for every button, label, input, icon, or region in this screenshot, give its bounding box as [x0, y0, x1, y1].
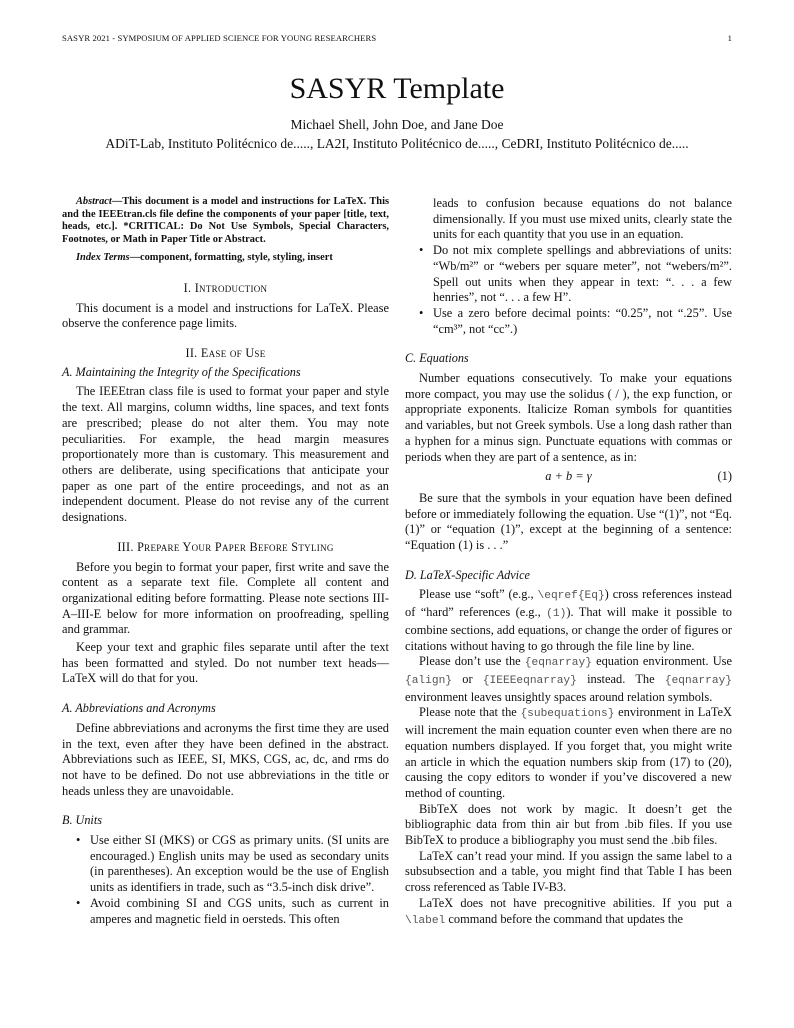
paragraph: Number equations consecutively. To make your equations more compact, you may use the solidus ( / ), the exp function, or appropriate exponents. Italicize Roman symbols for quantities and variables, but not Greek symbols. Use a long dash rather than a hyphen for a minus sign. Punctuate equations with commas or periods when they are part of a sentence, as in: [405, 371, 732, 464]
subsection-heading: A. Maintaining the Integrity of the Specifications [62, 364, 301, 379]
section-heading-prepare: III. Prepare Your Paper Before Styling [117, 539, 334, 554]
code-snippet: {align} [405, 674, 452, 687]
units-list-continued [405, 243, 732, 337]
abstract [62, 196, 389, 246]
code-snippet: \label [405, 914, 446, 927]
list-item: • Do not mix complete spellings and abbreviations of units: “Wb/m²” or “webers per square meter”, not “webers/m²”. Spell out units when they appear in text: “. . . a few henries”, not “. . . a few H”. [433, 243, 732, 306]
text-run: equation environment. Use [591, 654, 733, 669]
left-column [62, 196, 389, 927]
paragraph [405, 705, 732, 801]
authors: Michael Shell, John Doe, and Jane Doe [290, 117, 504, 132]
paragraph [405, 654, 732, 705]
running-header-text: SASYR 2021 - SYMPOSIUM OF APPLIED SCIENCE FOR YOUNG RESEARCHERS [62, 33, 377, 43]
list-item: • Use a zero before decimal points: “0.25”, not “.25”. Use “cm³”, not “cc”.) [433, 306, 732, 337]
text-run: ). That will make it possible to combine sections, add equations, or change the order of figures or citations without having to go through the file line by line. [405, 605, 732, 653]
code-snippet: {eqnarray} [524, 657, 592, 670]
paragraph: BibTeX does not work by magic. It doesn’t get the bibliographic data from thin air but from .bib files. If you use BibTeX to produce a bibliography you must send the .bib files. [405, 801, 732, 848]
subsection-heading: D. LaTeX-Specific Advice [405, 567, 530, 582]
index-terms-text: —component, formatting, style, styling, insert [129, 252, 333, 264]
subsection-heading: C. Equations [405, 351, 469, 366]
equation [405, 469, 732, 485]
affiliations: ADiT-Lab, Instituto Politécnico de....., LA2I, Instituto Politécnico de....., CeDRI, Instituto Politécnico de..... [105, 136, 689, 151]
text-run: ) cross references instead of “hard” references (e.g., [405, 587, 732, 620]
paragraph: This document is a model and instructions for LaTeX. Please observe the conference page limits. [62, 300, 389, 331]
units-list [62, 833, 389, 927]
paper-title: SASYR Template [289, 72, 505, 105]
section-heading-introduction: I. Introduction [183, 280, 268, 295]
code-snippet: {eqnarray} [664, 674, 732, 687]
list-item-continuation: leads to confusion because equations do not balance dimensionally. If you must use mixed units, clearly state the units for each quantity that you use in an equation. [433, 196, 732, 242]
paragraph: Be sure that the symbols in your equation have been defined before or immediately following the equation. Use “(1)”, not “Eq. (1)” or “equation (1)”, except at the beginning of a sentence: “Equation (1) is . . .” [405, 490, 732, 553]
paragraph: The IEEEtran class file is used to format your paper and style the text. All margins, column widths, line spaces, and text fonts are prescribed; please do not alter them. You may note peculiarities. For example, the head margin measures proportionately more than is customary. This measurement and others are deliberate, using specifications that anticipate your paper as one part of the entire proceedings, and not as an independent document. Please do not revise any of the current designations. [62, 384, 389, 525]
text-run: Please use “soft” (e.g., [419, 587, 538, 602]
code-snippet: {IEEEeqnarray} [482, 674, 577, 687]
abstract-label: Abstract [76, 196, 112, 207]
paragraph: Keep your text and graphic files separate until after the text has been formatted and styled. Do not number text heads—LaTeX will do that for you. [62, 640, 389, 686]
text-run: Please don’t use the [419, 654, 525, 669]
paragraph [405, 587, 732, 654]
subsection-heading: A. Abbreviations and Acronyms [62, 701, 216, 716]
list-item: • Avoid combining SI and CGS units, such as current in amperes and magnetic field in oersteds. This often [90, 896, 389, 927]
list-item: • Use either SI (MKS) or CGS as primary units. (SI units are encouraged.) English units may be used as secondary units (in parentheses). An exception would be the use of English units as identifiers in trade, such as “3.5-inch disk drive”. [90, 833, 389, 896]
index-terms [62, 252, 389, 265]
section-heading-ease-of-use: II. Ease of Use [185, 346, 266, 361]
running-header [62, 33, 732, 43]
equation-body: a + b = γ [545, 469, 592, 484]
text-run: instead. The [576, 671, 665, 686]
text-run: environment leaves unsightly spaces around relation symbols. [405, 689, 713, 704]
code-snippet: (1) [546, 608, 567, 621]
text-run: environment in LaTeX will increment the main equation counter even when there are no equation numbers displayed. If you forget that, you might write an article in which the equation numbers skip from (17) to (20), causing the copy editors to wonder if you’ve discovered a new method of counting. [405, 705, 732, 800]
paragraph: Before you begin to format your paper, first write and save the content as a separate text file. Complete all content and organizational editing before formatting. Please note sections III-A–III-E below for more information on proofreading, spelling and grammar. [62, 559, 389, 637]
text-run: or [452, 671, 483, 686]
paragraph [405, 896, 732, 929]
right-column [405, 196, 732, 929]
subsection-heading: B. Units [62, 813, 102, 828]
code-snippet: \eqref{Eq} [537, 590, 605, 603]
paragraph: LaTeX can’t read your mind. If you assign the same label to a subsubsection and a table, you might find that Table I has been cross referenced as Table IV-B3. [405, 848, 732, 895]
text-run: Please note that the [419, 705, 521, 720]
text-run: LaTeX does not have precognitive abilities. If you put a [419, 895, 732, 910]
index-terms-label: Index Terms [76, 252, 130, 264]
equation-number: (1) [717, 469, 732, 484]
page-number: 1 [727, 33, 732, 43]
paragraph: Define abbreviations and acronyms the first time they are used in the text, even after they have been defined in the abstract. Abbreviations such as IEEE, SI, MKS, CGS, ac, dc, and rms do not have to be defined. Do not use abbreviations in the title or heads unless they are unavoidable. [62, 720, 389, 798]
abstract-text: —This document is a model and instructions for LaTeX. This and the IEEEtran.cls file define the components of your paper [title, text, heads, etc.]. *CRITICAL: Do Not Use Symbols, Special Characters, Footnotes, or Math in Paper Title or Abstract. [62, 196, 389, 245]
code-snippet: {subequations} [520, 708, 615, 721]
text-run: command before the command that updates the [445, 911, 684, 926]
